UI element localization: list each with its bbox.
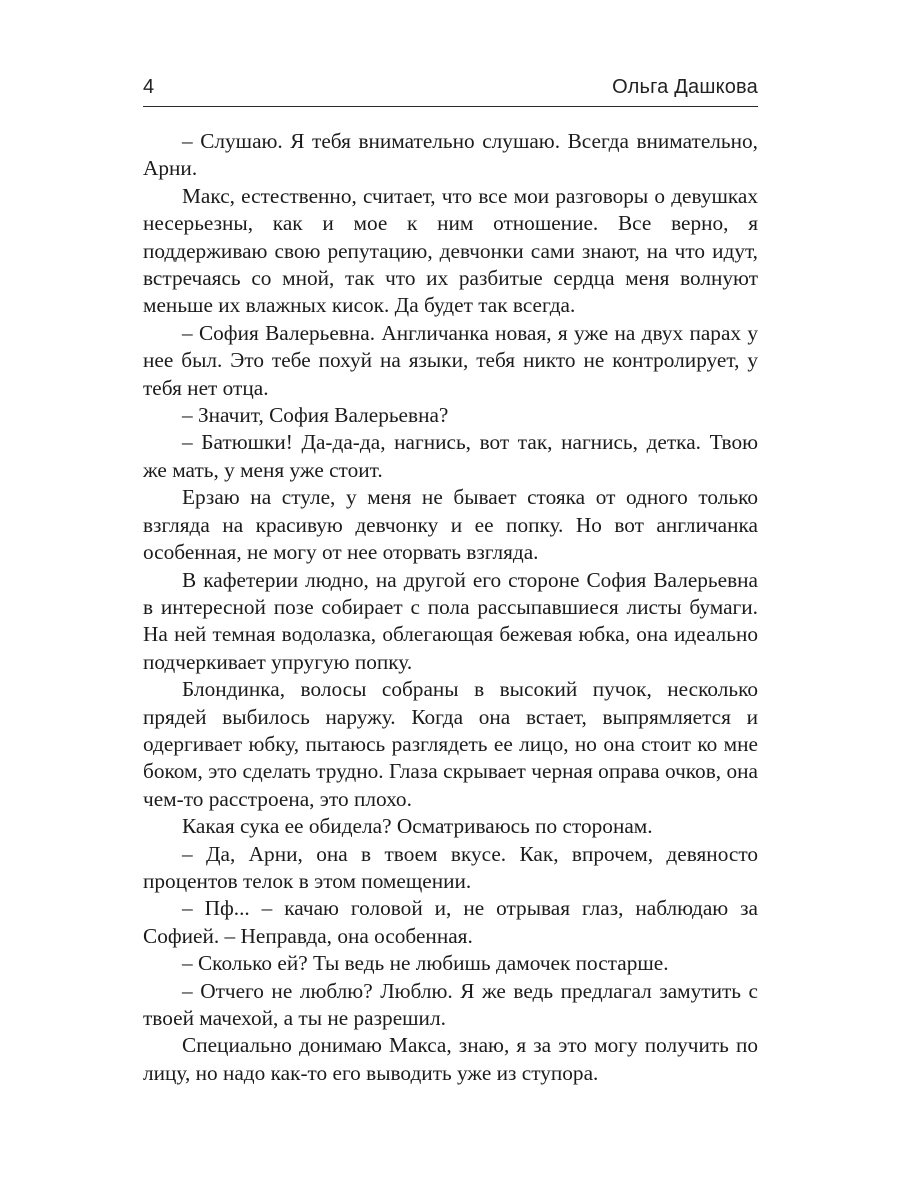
paragraph: – Слушаю. Я тебя внимательно слушаю. Всегда внимательно, Арни. (143, 129, 758, 181)
paragraph: – София Валерьевна. Англичанка новая, я уже на двух парах у нее был. Это тебе похуй на языки, тебя никто не контролирует, у тебя нет отца. (143, 320, 758, 400)
page-number: 4 (143, 76, 155, 98)
paragraph: – Сколько ей? Ты ведь не любишь дамочек постарше. (182, 951, 669, 976)
page-header (143, 72, 758, 107)
paragraph: Какая сука ее обидела? Осматриваюсь по сторонам. (182, 814, 653, 839)
paragraph: – Значит, София Валерьевна? (182, 403, 449, 428)
paragraph: Ерзаю на стуле, у меня не бывает стояка от одного только взгляда на красивую девчонку и ее попку. Но вот англичанка особенная, не могу от нее оторвать взгляда. (143, 485, 758, 565)
paragraph: Специально донимаю Макса, знаю, я за это могу получить по лицу, но надо как-то его выводить уже из ступора. (143, 1033, 758, 1085)
paragraph: Блондинка, волосы собраны в высокий пучок, несколько прядей выбилось наружу. Когда она встает, выпрямляется и одергивает юбку, пытаюсь разглядеть ее лицо, но она стоит ко мне боком, это сделать трудно. Глаза скрывает черная оправа очков, она чем-то расстроена, это плохо. (143, 677, 758, 811)
paragraph: – Да, Арни, она в твоем вкусе. Как, впрочем, девяносто процентов телок в этом помещении. (143, 841, 758, 893)
text-body (143, 128, 758, 1087)
paragraph: – Пф... – качаю головой и, не отрывая глаз, наблюдаю за Софией. – Неправда, она особенная. (143, 896, 758, 948)
paragraph: – Батюшки! Да-да-да, нагнись, вот так, нагнись, детка. Твою же мать, у меня уже стоит. (143, 430, 758, 482)
running-head-author: Ольга Дашкова (612, 76, 758, 98)
paragraph: Макс, естественно, считает, что все мои разговоры о девушках несерьезны, как и мое к ним отношение. Все верно, я поддерживаю свою репутацию, девчонки сами знают, на что идут, встречаясь со мной, так что их разбитые сердца меня волнуют меньше их влажных кисок. Да будет так всегда. (143, 183, 758, 318)
paragraph: – Отчего не люблю? Люблю. Я же ведь предлагал замутить с твоей мачехой, а ты не разрешил. (143, 978, 758, 1030)
paragraph: В кафетерии людно, на другой его стороне София Валерьевна в интересной позе собирает с пола рассыпавшиеся листы бумаги. На ней темная водолазка, облегающая бежевая юбка, она идеально подчеркивает упругую попку. (143, 567, 758, 674)
